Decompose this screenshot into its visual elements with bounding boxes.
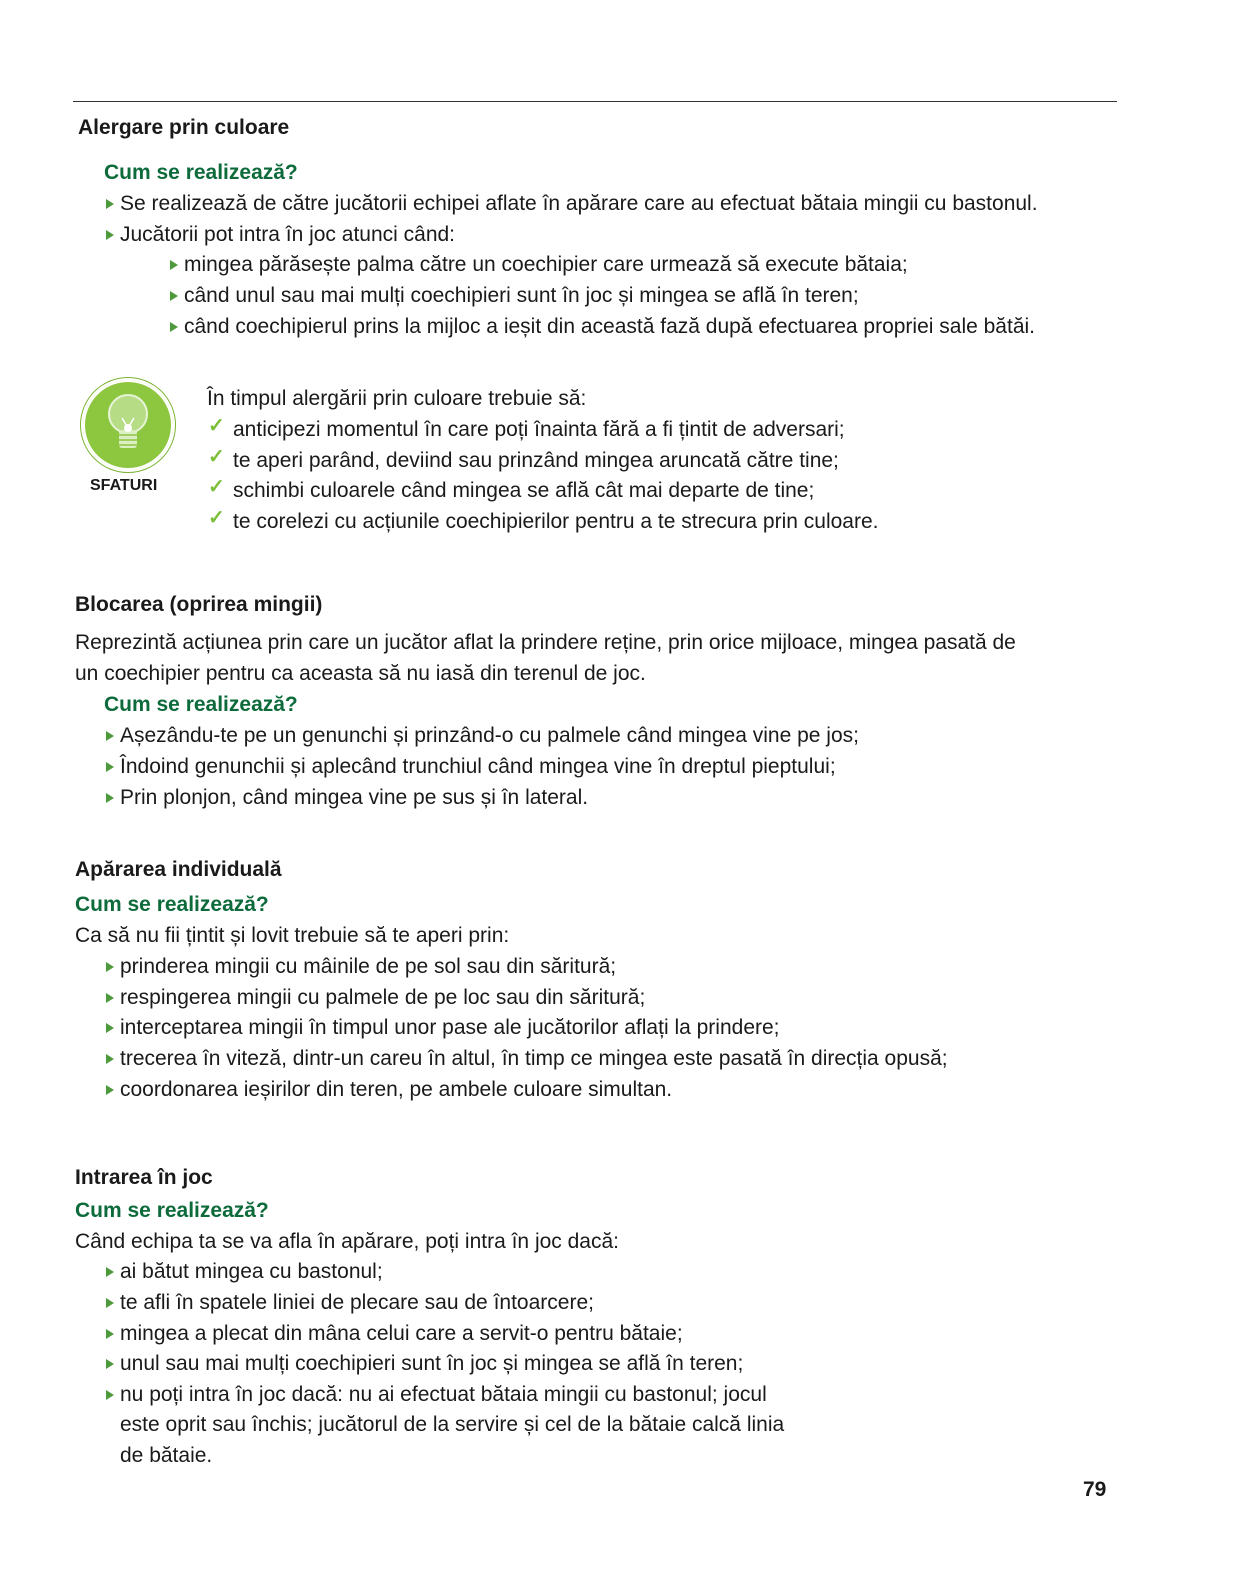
list-item-continuation: de bătaie. xyxy=(120,1444,213,1467)
subheading: Cum se realizează? xyxy=(104,161,298,184)
bullet-icon xyxy=(106,199,114,209)
list-item: când unul sau mai mulți coechipieri sunt în joc și mingea se află în teren; xyxy=(184,284,859,307)
list-item: unul sau mai mulți coechipieri sunt în joc și mingea se află în teren; xyxy=(120,1352,744,1375)
paragraph-line: un coechipier pentru ca aceasta să nu iasă din terenul de joc. xyxy=(75,662,646,685)
list-item: mingea părăsește palma către un coechipier care urmează să execute bătaia; xyxy=(184,253,908,276)
list-item: ai bătut mingea cu bastonul; xyxy=(120,1260,383,1283)
list-item-continuation: este oprit sau închis; jucătorul de la servire și cel de la bătaie calcă linia xyxy=(120,1413,785,1436)
subheading: Cum se realizează? xyxy=(75,1199,269,1222)
bullet-icon xyxy=(106,1329,114,1339)
list-item: te afli în spatele liniei de plecare sau de întoarcere; xyxy=(120,1291,594,1314)
check-icon: ✓ xyxy=(208,507,225,529)
subheading: Cum se realizează? xyxy=(104,693,298,716)
section-title: Alergare prin culoare xyxy=(78,116,290,139)
section-title: Apărarea individuală xyxy=(75,858,282,881)
list-item: când coechipierul prins la mijloc a ieșit din această fază după efectuarea propriei sale bătăi. xyxy=(184,315,1035,338)
check-icon: ✓ xyxy=(208,446,225,468)
list-item: nu poți intra în joc dacă: nu ai efectuat bătaia mingii cu bastonul; jocul xyxy=(120,1383,767,1406)
page-number: 79 xyxy=(1083,1478,1107,1501)
tip-item: te corelezi cu acțiunile coechipierilor pentru a te strecura prin culoare. xyxy=(233,510,879,533)
list-item: interceptarea mingii în timpul unor pase ale jucătorilor aflați la prindere; xyxy=(120,1016,780,1039)
section-title: Blocarea (oprirea mingii) xyxy=(75,593,323,616)
check-icon: ✓ xyxy=(208,476,225,498)
intro-text: Când echipa ta se va afla în apărare, poți intra în joc dacă: xyxy=(75,1230,620,1253)
bullet-icon xyxy=(106,793,114,803)
tip-item: schimbi culoarele când mingea se află cât mai departe de tine; xyxy=(233,479,815,502)
bullet-icon xyxy=(170,322,178,332)
check-icon: ✓ xyxy=(208,415,225,437)
lightbulb-icon xyxy=(81,378,175,472)
bullet-icon xyxy=(106,1023,114,1033)
bullet-icon xyxy=(106,1359,114,1369)
list-item: coordonarea ieșirilor din teren, pe ambele culoare simultan. xyxy=(120,1078,673,1101)
bullet-icon xyxy=(170,291,178,301)
section-title: Intrarea în joc xyxy=(75,1166,213,1189)
list-item: Jucătorii pot intra în joc atunci când: xyxy=(120,223,456,246)
list-item: Așezându-te pe un genunchi și prinzând-o cu palmele când mingea vine pe jos; xyxy=(120,724,859,747)
bullet-icon xyxy=(106,962,114,972)
bullet-icon xyxy=(106,1085,114,1095)
subheading: Cum se realizează? xyxy=(75,893,269,916)
paragraph-line: Reprezintă acțiunea prin care un jucător aflat la prindere reține, prin orice mijloace, mingea pasată de xyxy=(75,631,1016,654)
top-rule xyxy=(73,101,1117,102)
list-item: prinderea mingii cu mâinile de pe sol sau din săritură; xyxy=(120,955,617,978)
bullet-icon xyxy=(106,762,114,772)
list-item: Prin plonjon, când mingea vine pe sus și în lateral. xyxy=(120,786,589,809)
list-item: mingea a plecat din mâna celui care a servit-o pentru bătaie; xyxy=(120,1322,683,1345)
bullet-icon xyxy=(106,230,114,240)
tips-label: SFATURI xyxy=(90,477,158,494)
list-item: Îndoind genunchii și aplecând trunchiul când mingea vine în dreptul pieptului; xyxy=(120,755,836,778)
bullet-icon xyxy=(106,731,114,741)
list-item: respingerea mingii cu palmele de pe loc sau din săritură; xyxy=(120,986,646,1009)
list-item: trecerea în viteză, dintr-un careu în altul, în timp ce mingea este pasată în direcția opusă; xyxy=(120,1047,948,1070)
bullet-icon xyxy=(106,1054,114,1064)
bullet-icon xyxy=(106,1390,114,1400)
bullet-icon xyxy=(106,1267,114,1277)
list-item: Se realizează de către jucătorii echipei aflate în apărare care au efectuat bătaia mingii cu bastonul. xyxy=(120,192,1038,215)
intro-text: Ca să nu fii țintit și lovit trebuie să te aperi prin: xyxy=(75,924,510,947)
tip-item: anticipezi momentul în care poți înainta fără a fi țintit de adversari; xyxy=(233,418,845,441)
tips-intro: În timpul alergării prin culoare trebuie să: xyxy=(207,387,587,410)
bullet-icon xyxy=(170,260,178,270)
bullet-icon xyxy=(106,1298,114,1308)
bullet-icon xyxy=(106,993,114,1003)
tip-item: te aperi parând, deviind sau prinzând mingea aruncată către tine; xyxy=(233,449,839,472)
